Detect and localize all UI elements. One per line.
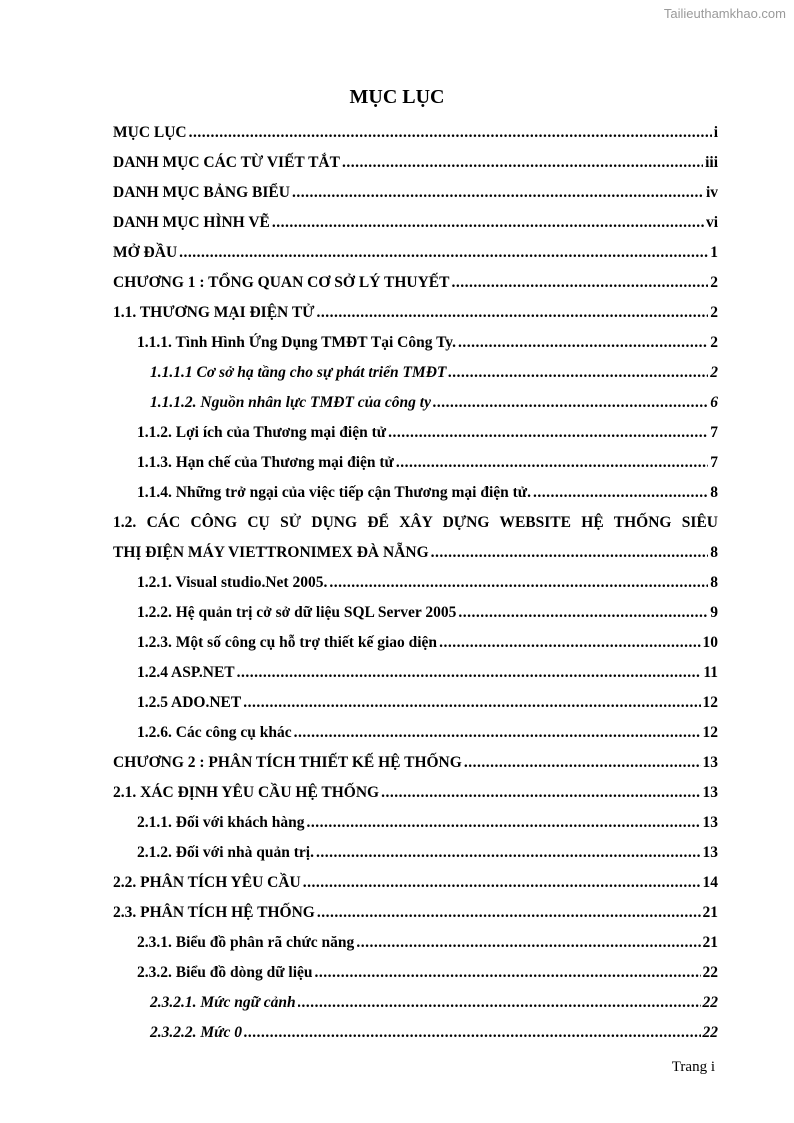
dot-leader <box>381 778 700 808</box>
toc-entry[interactable] <box>113 208 718 238</box>
toc-entry[interactable] <box>113 808 718 838</box>
toc-entry-page: 9 <box>710 604 718 621</box>
toc-entry[interactable] <box>113 568 718 598</box>
dot-leader <box>464 748 701 778</box>
watermark: Tailieuthamkhao.com <box>663 6 786 21</box>
toc-entry-page: 22 <box>702 994 718 1011</box>
toc-entry-page: 6 <box>710 394 718 411</box>
toc-entry[interactable] <box>113 718 718 748</box>
toc-entry-page: i <box>713 124 718 141</box>
toc-entry-page: 21 <box>702 904 718 921</box>
toc-entry[interactable] <box>113 778 718 808</box>
toc-entry-title: 1.1.1. Tình Hình Ứng Dụng TMĐT Tại Công Ty. <box>137 334 457 351</box>
toc-entry-page: 10 <box>702 634 718 651</box>
dot-leader <box>243 688 700 718</box>
toc-entry-page: 8 <box>710 574 718 591</box>
toc-entry-title: 1.2.2. Hệ quản trị cở sở dữ liệu SQL Server 2005 <box>137 604 457 621</box>
dot-leader <box>431 538 709 568</box>
toc-entry[interactable] <box>113 1018 718 1048</box>
dot-leader <box>303 868 701 898</box>
toc-entry[interactable] <box>113 388 718 418</box>
toc-entry-page: 22 <box>702 964 718 981</box>
toc-entry-page: 12 <box>702 694 718 711</box>
toc-entry-title-line2: THỊ ĐIỆN MÁY VIETTRONIMEX ĐÀ NẴNG <box>113 544 429 561</box>
toc-entry-page: 13 <box>702 754 718 771</box>
toc-entry[interactable] <box>113 358 718 388</box>
dot-leader <box>298 988 701 1018</box>
toc-entry-title: 2.3. PHÂN TÍCH HỆ THỐNG <box>113 904 315 921</box>
toc-entry-page: iv <box>705 184 718 201</box>
toc-entry-page: 2 <box>710 274 718 291</box>
toc-entry-title: 1.2.1. Visual studio.Net 2005. <box>137 574 328 591</box>
dot-leader <box>316 838 701 868</box>
toc-entry-title: 2.3.2.2. Mức 0 <box>150 1024 242 1041</box>
dot-leader <box>388 418 708 448</box>
toc-entry[interactable] <box>113 298 718 328</box>
dot-leader <box>237 658 702 688</box>
toc-entry-page: vi <box>705 214 718 231</box>
toc-entry[interactable] <box>113 898 718 928</box>
dot-leader <box>396 448 708 478</box>
toc-entry[interactable] <box>113 628 718 658</box>
dot-leader <box>439 628 700 658</box>
toc-entry-title: 1.1.1.2. Nguồn nhân lực TMĐT của công ty <box>150 394 431 411</box>
dot-leader <box>356 928 700 958</box>
toc-entry-title: 1.1.4. Những trở ngại của việc tiếp cận Thương mại điện tử. <box>137 484 531 501</box>
toc-entry[interactable] <box>113 118 718 148</box>
toc-entry-title: DANH MỤC BẢNG BIỂU <box>113 184 290 201</box>
toc-entry-page: 12 <box>702 724 718 741</box>
dot-leader <box>458 598 708 628</box>
toc-entry-title: 2.3.2. Biểu đồ dòng dữ liệu <box>137 964 313 981</box>
toc-entry-title: 1.1.1.1 Cơ sở hạ tầng cho sự phát triển TMĐT <box>150 364 447 381</box>
table-of-contents <box>113 118 718 1048</box>
dot-leader <box>244 1018 701 1048</box>
toc-entry-page: 13 <box>702 844 718 861</box>
toc-entry-title: 2.3.1. Biểu đồ phân rã chức năng <box>137 934 355 951</box>
dot-leader <box>294 718 701 748</box>
toc-entry[interactable] <box>113 238 718 268</box>
toc-entry-title: 2.3.2.1. Mức ngữ cảnh <box>150 994 296 1011</box>
toc-entry-page: 8 <box>710 544 718 561</box>
toc-entry[interactable] <box>113 838 718 868</box>
toc-entry-page: 7 <box>710 424 718 441</box>
toc-entry[interactable] <box>113 478 718 508</box>
toc-entry-title: 1.2.4 ASP.NET <box>137 664 235 681</box>
dot-leader <box>451 268 708 298</box>
toc-entry[interactable] <box>113 328 718 358</box>
toc-entry[interactable] <box>113 148 718 178</box>
toc-entry-page: 8 <box>710 484 718 501</box>
dot-leader <box>315 958 701 988</box>
toc-entry-page: 2 <box>710 334 718 351</box>
toc-entry[interactable] <box>113 178 718 208</box>
toc-entry-page: 21 <box>702 934 718 951</box>
dot-leader <box>272 208 704 238</box>
toc-entry-page: 2 <box>710 304 718 321</box>
toc-entry-page: 2 <box>710 364 718 381</box>
toc-entry-title: MỤC LỤC <box>113 124 187 141</box>
toc-entry[interactable] <box>113 658 718 688</box>
toc-entry[interactable] <box>113 598 718 628</box>
toc-entry-page: 7 <box>710 454 718 471</box>
toc-entry-title: 1.1. THƯƠNG MẠI ĐIỆN TỬ <box>113 304 315 321</box>
dot-leader <box>292 178 704 208</box>
dot-leader <box>533 478 708 508</box>
toc-entry-title: CHƯƠNG 1 : TỔNG QUAN CƠ SỞ LÝ THUYẾT <box>113 274 450 291</box>
dot-leader <box>458 328 708 358</box>
dot-leader <box>433 388 708 418</box>
page-title: MỤC LỤC <box>349 86 445 108</box>
toc-entry[interactable] <box>113 928 718 958</box>
dot-leader <box>448 358 708 388</box>
toc-entry[interactable] <box>113 988 718 1018</box>
toc-entry-title: 1.1.2. Lợi ích của Thương mại điện tử <box>137 424 387 441</box>
dot-leader <box>342 148 703 178</box>
toc-entry-title: 2.2. PHÂN TÍCH YÊU CẦU <box>113 874 301 891</box>
toc-entry-title: 2.1. XÁC ĐỊNH YÊU CẦU HỆ THỐNG <box>113 784 380 801</box>
toc-entry[interactable] <box>113 748 718 778</box>
dot-leader <box>317 898 701 928</box>
toc-entry-page: 13 <box>702 814 718 831</box>
toc-entry-page: iii <box>705 154 718 171</box>
toc-entry[interactable] <box>113 418 718 448</box>
toc-entry[interactable] <box>113 448 718 478</box>
toc-entry-page: 11 <box>703 664 718 681</box>
toc-entry-title: 1.2.6. Các công cụ khác <box>137 724 292 741</box>
page-number-footer: Trang i <box>671 1059 715 1075</box>
toc-entry-page: 22 <box>702 1024 718 1041</box>
toc-entry-title-line1: 1.2. CÁC CÔNG CỤ SỬ DỤNG ĐỂ XÂY DỰNG WEBSITE HỆ THỐNG SIÊU <box>113 514 718 531</box>
dot-leader <box>189 118 712 148</box>
dot-leader <box>317 298 709 328</box>
toc-entry-title: 1.1.3. Hạn chế của Thương mại điện tử <box>137 454 394 471</box>
toc-entry[interactable] <box>113 688 718 718</box>
toc-entry[interactable] <box>113 868 718 898</box>
dot-leader <box>329 568 708 598</box>
toc-entry-title: MỞ ĐẦU <box>113 244 178 261</box>
toc-entry-title: 1.2.5 ADO.NET <box>137 694 242 711</box>
toc-entry-title: 1.2.3. Một số công cụ hỗ trợ thiết kế giao diện <box>137 634 438 651</box>
toc-entry-title: CHƯƠNG 2 : PHÂN TÍCH THIẾT KẾ HỆ THỐNG <box>113 754 462 771</box>
toc-entry[interactable] <box>113 268 718 298</box>
toc-entry-title: 2.1.1. Đối với khách hàng <box>137 814 305 831</box>
dot-leader <box>179 238 708 268</box>
toc-entry[interactable] <box>113 508 718 568</box>
toc-entry-title: 2.1.2. Đối với nhà quản trị. <box>137 844 314 861</box>
toc-entry[interactable] <box>113 958 718 988</box>
toc-entry-page: 14 <box>702 874 718 891</box>
toc-entry-title: DANH MỤC CÁC TỪ VIẾT TẮT <box>113 154 340 171</box>
toc-entry-page: 1 <box>710 244 718 261</box>
dot-leader <box>307 808 701 838</box>
toc-entry-title: DANH MỤC HÌNH VẼ <box>113 214 270 231</box>
toc-entry-page: 13 <box>702 784 718 801</box>
